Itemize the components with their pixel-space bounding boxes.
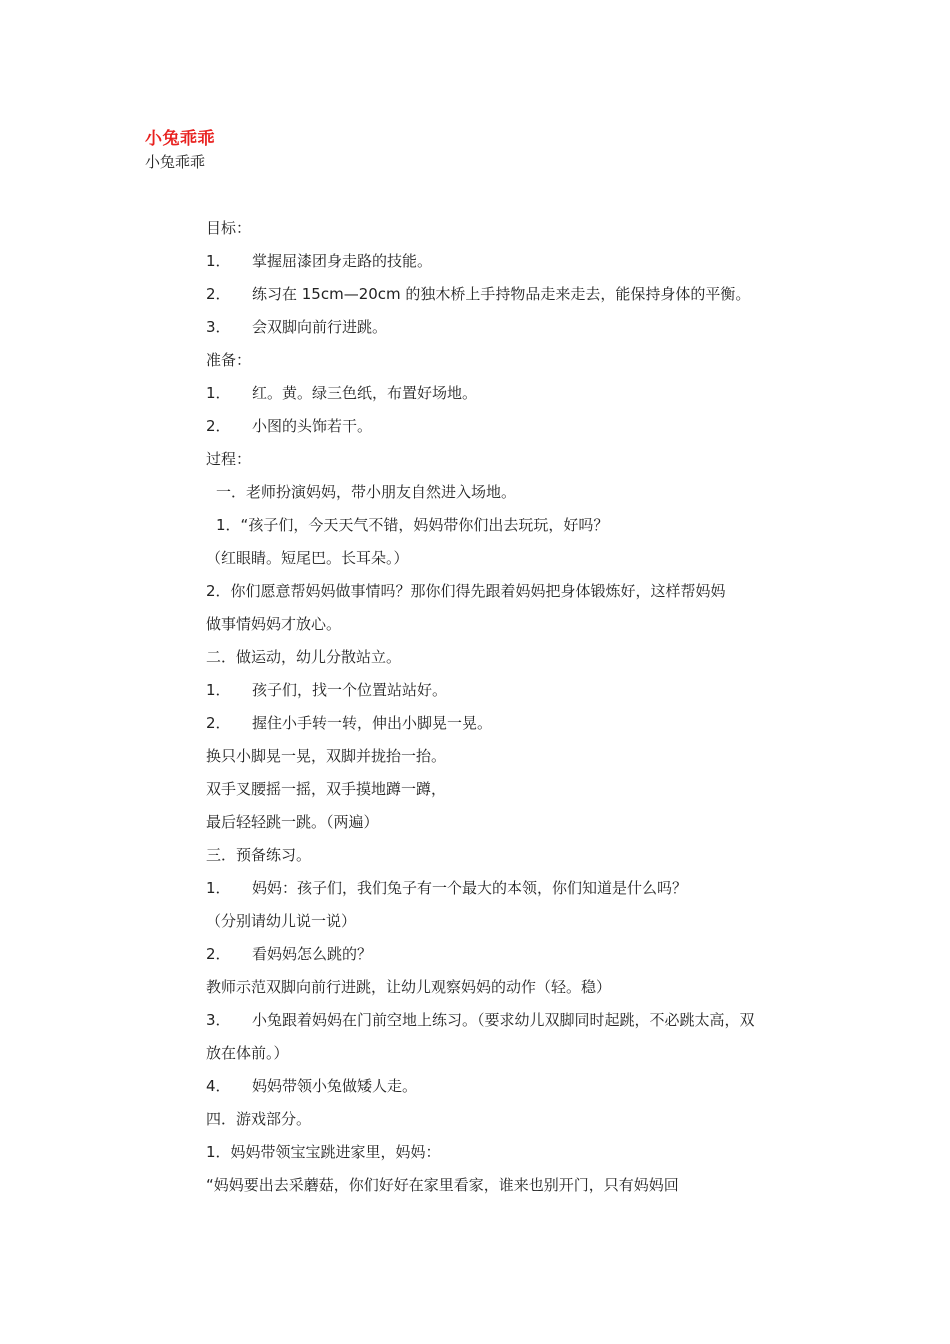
text-line: 准备： (206, 351, 252, 369)
text-line: 二．做运动，幼儿分散站立。 (206, 648, 402, 666)
list-item: 2． 握住小手转一转，伸出小脚晃一晃。 (206, 714, 493, 732)
text-line: （红眼睛。短尾巴。长耳朵。） (206, 549, 409, 567)
list-item: 2． 练习在 15cm—20cm 的独木桥上手持物品走来走去，能保持身体的平衡。 (206, 285, 751, 303)
text-line: 教师示范双脚向前行进跳，让幼儿观察妈妈的动作（轻。稳） (206, 978, 612, 996)
list-item: 1． 妈妈：孩子们，我们兔子有一个最大的本领，你们知道是什么吗？ (206, 879, 688, 897)
document-subtitle: 小兔乖乖 (145, 153, 206, 171)
list-item: 2． 小图的头饰若干。 (206, 417, 373, 435)
list-item: 4． 妈妈带领小兔做矮人走。 (206, 1077, 418, 1095)
list-item: 1． 孩子们，找一个位置站站好。 (206, 681, 448, 699)
document-body (206, 216, 806, 1206)
text-line: 目标： (206, 219, 252, 237)
list-item: 3． 会双脚向前行进跳。 (206, 318, 388, 336)
text-line: 三．预备练习。 (206, 846, 312, 864)
text-line: 1．妈妈带领宝宝跳进家里，妈妈： (206, 1143, 441, 1161)
text-line: 换只小脚晃一晃，双脚并拢抬一抬。 (206, 747, 447, 765)
list-item: 3． 小兔跟着妈妈在门前空地上练习。（要求幼儿双脚同时起跳，不必跳太高，双 (206, 1011, 755, 1029)
text-line: 四．游戏部分。 (206, 1110, 312, 1128)
list-item: 2． 看妈妈怎么跳的？ (206, 945, 373, 963)
text-line: 做事情妈妈才放心。 (206, 615, 342, 633)
text-line: 过程： (206, 450, 252, 468)
text-line: 双手叉腰摇一摇，双手摸地蹲一蹲， (206, 780, 447, 798)
text-line: “妈妈要出去采蘑菇，你们好好在家里看家，谁来也别开门，只有妈妈回 (206, 1176, 679, 1194)
list-item: 1． 掌握屈漆团身走路的技能。 (206, 252, 433, 270)
text-line: （分别请幼儿说一说） (206, 912, 357, 930)
text-line: 放在体前。） (206, 1044, 289, 1062)
text-line: 一．老师扮演妈妈，带小朋友自然进入场地。 (216, 483, 517, 501)
text-line: 2．你们愿意帮妈妈做事情吗？那你们得先跟着妈妈把身体锻炼好，这样帮妈妈 (206, 582, 726, 600)
text-line: 1．“孩子们，今天天气不错，妈妈带你们出去玩玩，好吗？ (216, 516, 609, 534)
list-item: 1． 红。黄。绿三色纸，布置好场地。 (206, 384, 478, 402)
text-line: 最后轻轻跳一跳。（两遍） (206, 813, 379, 831)
document-title: 小兔乖乖 (145, 129, 215, 149)
